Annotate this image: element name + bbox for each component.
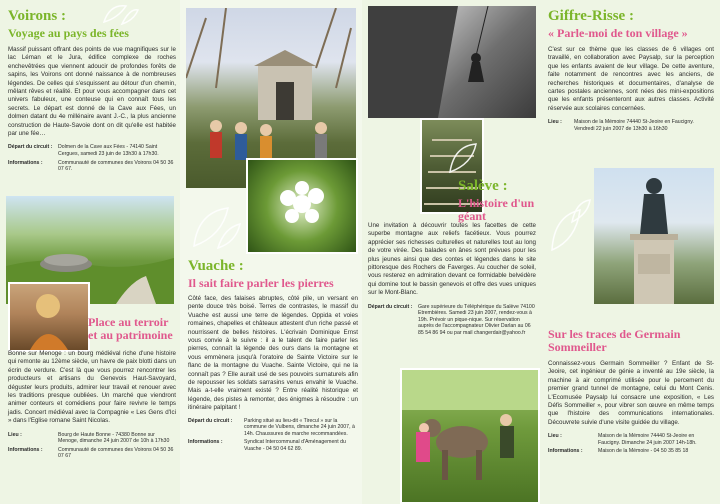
flower-photo xyxy=(246,158,358,254)
sommeiller-body: Connaissez-vous Germain Sommeiller ? Enfant de St-Jeoire, cet ingénieur de génie a inventé au 19e siècle, la machine à air comprimé utilisée pour le percement du premier grand tunnel de montagne, celui du Mont Cenis. L'Ecomusée Paysalp lui consacre une exposition, « Les Défis Sommeiller », pour vibrer son œuvre en même temps que l'histoire des communications internationales. Découvrete suivie d'une visite guidée du village. xyxy=(548,360,714,426)
vuache-depart: Départ du circuit : Parking situé au lieu-dit « Tirecul » sur la commune de Vulbens, dimanche 24 juin 2007, à 14h. Chaussures de marche recommandées. xyxy=(188,417,355,437)
vuache-body: Côté face, des falaises abruptes, côté pile, un versant en pente douce très boisé. Terres de contrastes, le massif du Vuache est aussi une terre de légendes. Oppida et voies romaines, chapelles et châteaux attestent d'un riche passé et nourrissent de belles histoires. L'écrivain Dominique Ernst vous convie à le suivre : il a le talent de faire parler les pierres, connaît la légende des ours dans la montagne et vous emmènera jusqu'à l'oratoire de Sainte Victoire sur le flanc de la montagne du Vuache. Sainte Victoire, qui ne la connaît pas ? Elle aurait usé de ses pouvoirs surnaturels afin de repousser les soldats sarrasins venus envahir le Vuache. Mais a-t-elle vraiment existé ? Entre réalité historique et légende, des pistes à remonter, des énigmes à résoudre : un itinéraire palpitant ! xyxy=(188,295,358,412)
leaf-decoration-icon xyxy=(100,2,140,26)
terroir-body: Bonne sur Menoge : un bourg médiéval riche d'une histoire qui remonte au 12ème siècle, un havre de paix blotti dans un écrin de verdure. C'est là que vous pourrez rencontrer les producteurs et artisans du Genevois Haut-Savoyard, déguster leurs produits, admirer leur travail et renouer avec les traditions presque oubliées. Un marché que viendront animer conteurs et comédiens pour faire revivre le temps jadis. Concert médiéval avec la Compagnie « Les Gens d'Ici » dans l'Eglise romane Saint Nicolas. xyxy=(8,350,176,425)
vuache-subtitle: Il sait faire parler les pierres xyxy=(188,276,334,290)
giffre-body: C'est sur ce thème que les classes de 6 villages ont travaillé, en collaboration avec Paysalp, sur la perception que les enfants avaient de leur village. De cette aventure, faite notamment de rencontres avec les anciens, de recherches historiques et documentaires, d'analyse de cartes postales anciennes, sont nées des mini-expositions que les enfants présenteront aux autres classes. Activité réservée aux scolaires concernées. xyxy=(548,46,714,112)
voirons-info: Informations : Communauté de communes des Voirons 04 50 36 07 67. xyxy=(8,159,174,173)
vuache-info: Informations : Syndicat Intercommunal d'Aménagement du Vuache - 04 50 04 62 89. xyxy=(188,439,346,453)
vuache-column xyxy=(180,0,362,504)
voirons-column xyxy=(0,0,180,504)
giffre-title: Giffre-Risse : xyxy=(548,8,634,24)
girl-photo xyxy=(8,282,90,352)
voirons-depart: Départ du circuit : Dolmen de la Cave aux Fées - 74140 Saint Cergues, samedi 23 juin de 13h30 à 17h30. xyxy=(8,144,159,158)
sommeiller-info: Informations : Maison de la Mémoire - 04 50 35 85 18 xyxy=(548,448,689,455)
saleve-depart: Départ du circuit : Gare supérieure du Téléphérique du Salève 74100 Etrembières. Samedi 23 juin 2007, rendez-vous à 19h. Prévoir un pique-nique. Sur réservation auprès de l'accompagnateur Olivier Darlan au 06 85 54 86 94 ou par mail changerdair@yahoo.fr xyxy=(368,303,535,337)
voirons-subtitle: Voyage au pays des fées xyxy=(8,26,129,40)
giffre-subtitle: « Parle-moi de ton village » xyxy=(548,26,688,40)
saleve-title: Salève : xyxy=(458,178,508,194)
leaf-decoration-icon xyxy=(188,202,244,252)
sommeiller-lieu: Lieu : Maison de la Mémoire 74440 St-Jeoire en Faucigny. Dimanche 24 juin 2007 14h-18h. xyxy=(548,433,697,446)
saleve-subtitle: L'histoire d'un géant xyxy=(458,196,535,223)
terroir-lieu: Lieu : Bourg de Haute Bonne - 74380 Bonne sur Menoge, dimanche 24 juin 2007 de 10h à 17h30 xyxy=(8,431,170,445)
statue-photo xyxy=(594,168,714,304)
terroir-title: Place au terroir et au patrimoine xyxy=(88,315,173,342)
leaf-decoration-icon xyxy=(546,196,594,256)
voirons-body: Massif puissant offrant des points de vue magnifiques sur le lac Léman et le Jura, édifice complexe de roches enchevêtrées que viennent adoucir de profondes forêts de sapins, les Voirons ont donné naissance à de nombreuses légendes. De celles qui s'esquissent au détour d'un chemin, mêlant rêves et réalité. Et pour vous accompagner dans cet univers fabuleux, une conteuse qui en connaît tous les secrets. Le départ est donné de la Cave aux Fées, un dolmen datant du 4e millénaire avant J.-C., la plus ancienne construction de Haute-Savoie dont on dit qu'elle est habitée par une fée… xyxy=(8,46,176,138)
giffre-lieu: Lieu : Maison de la Mémoire 74440 St-Jeoire en Faucigny. Vendredi 22 juin 2007 de 13h30 à 16h30 xyxy=(548,119,694,132)
sommeiller-title: Sur les traces de Germain Sommeiller xyxy=(548,327,681,354)
climber-photo xyxy=(368,6,536,118)
terroir-info: Informations : Communauté de communes des Voirons 04 50 36 07 67 xyxy=(8,446,174,460)
donkey-photo xyxy=(400,368,540,504)
voirons-title: Voirons : xyxy=(8,8,66,24)
saleve-body: Une invitation à découvrir toutes les facettes de cette superbe montagne aux reliefs facétieux. Vous pourrez apprécier ses richesses culturelles et naturelles tout au long de votre virée. Des balades en ânes sont prévues pour les plus jeunes ainsi que des contes et légendes dans le site pittoresque des Rochers de Faverges. Au coucher de soleil, vous resterez en admiration devant ce formidable belvédère qui domine tout le bassin genevois et offre des vues uniques sur le Mont-Blanc. xyxy=(368,222,536,297)
vuache-title: Vuache : xyxy=(188,258,244,274)
saleve-column xyxy=(362,0,540,504)
leaf-decoration-icon xyxy=(446,140,486,176)
giffre-column xyxy=(540,0,720,504)
